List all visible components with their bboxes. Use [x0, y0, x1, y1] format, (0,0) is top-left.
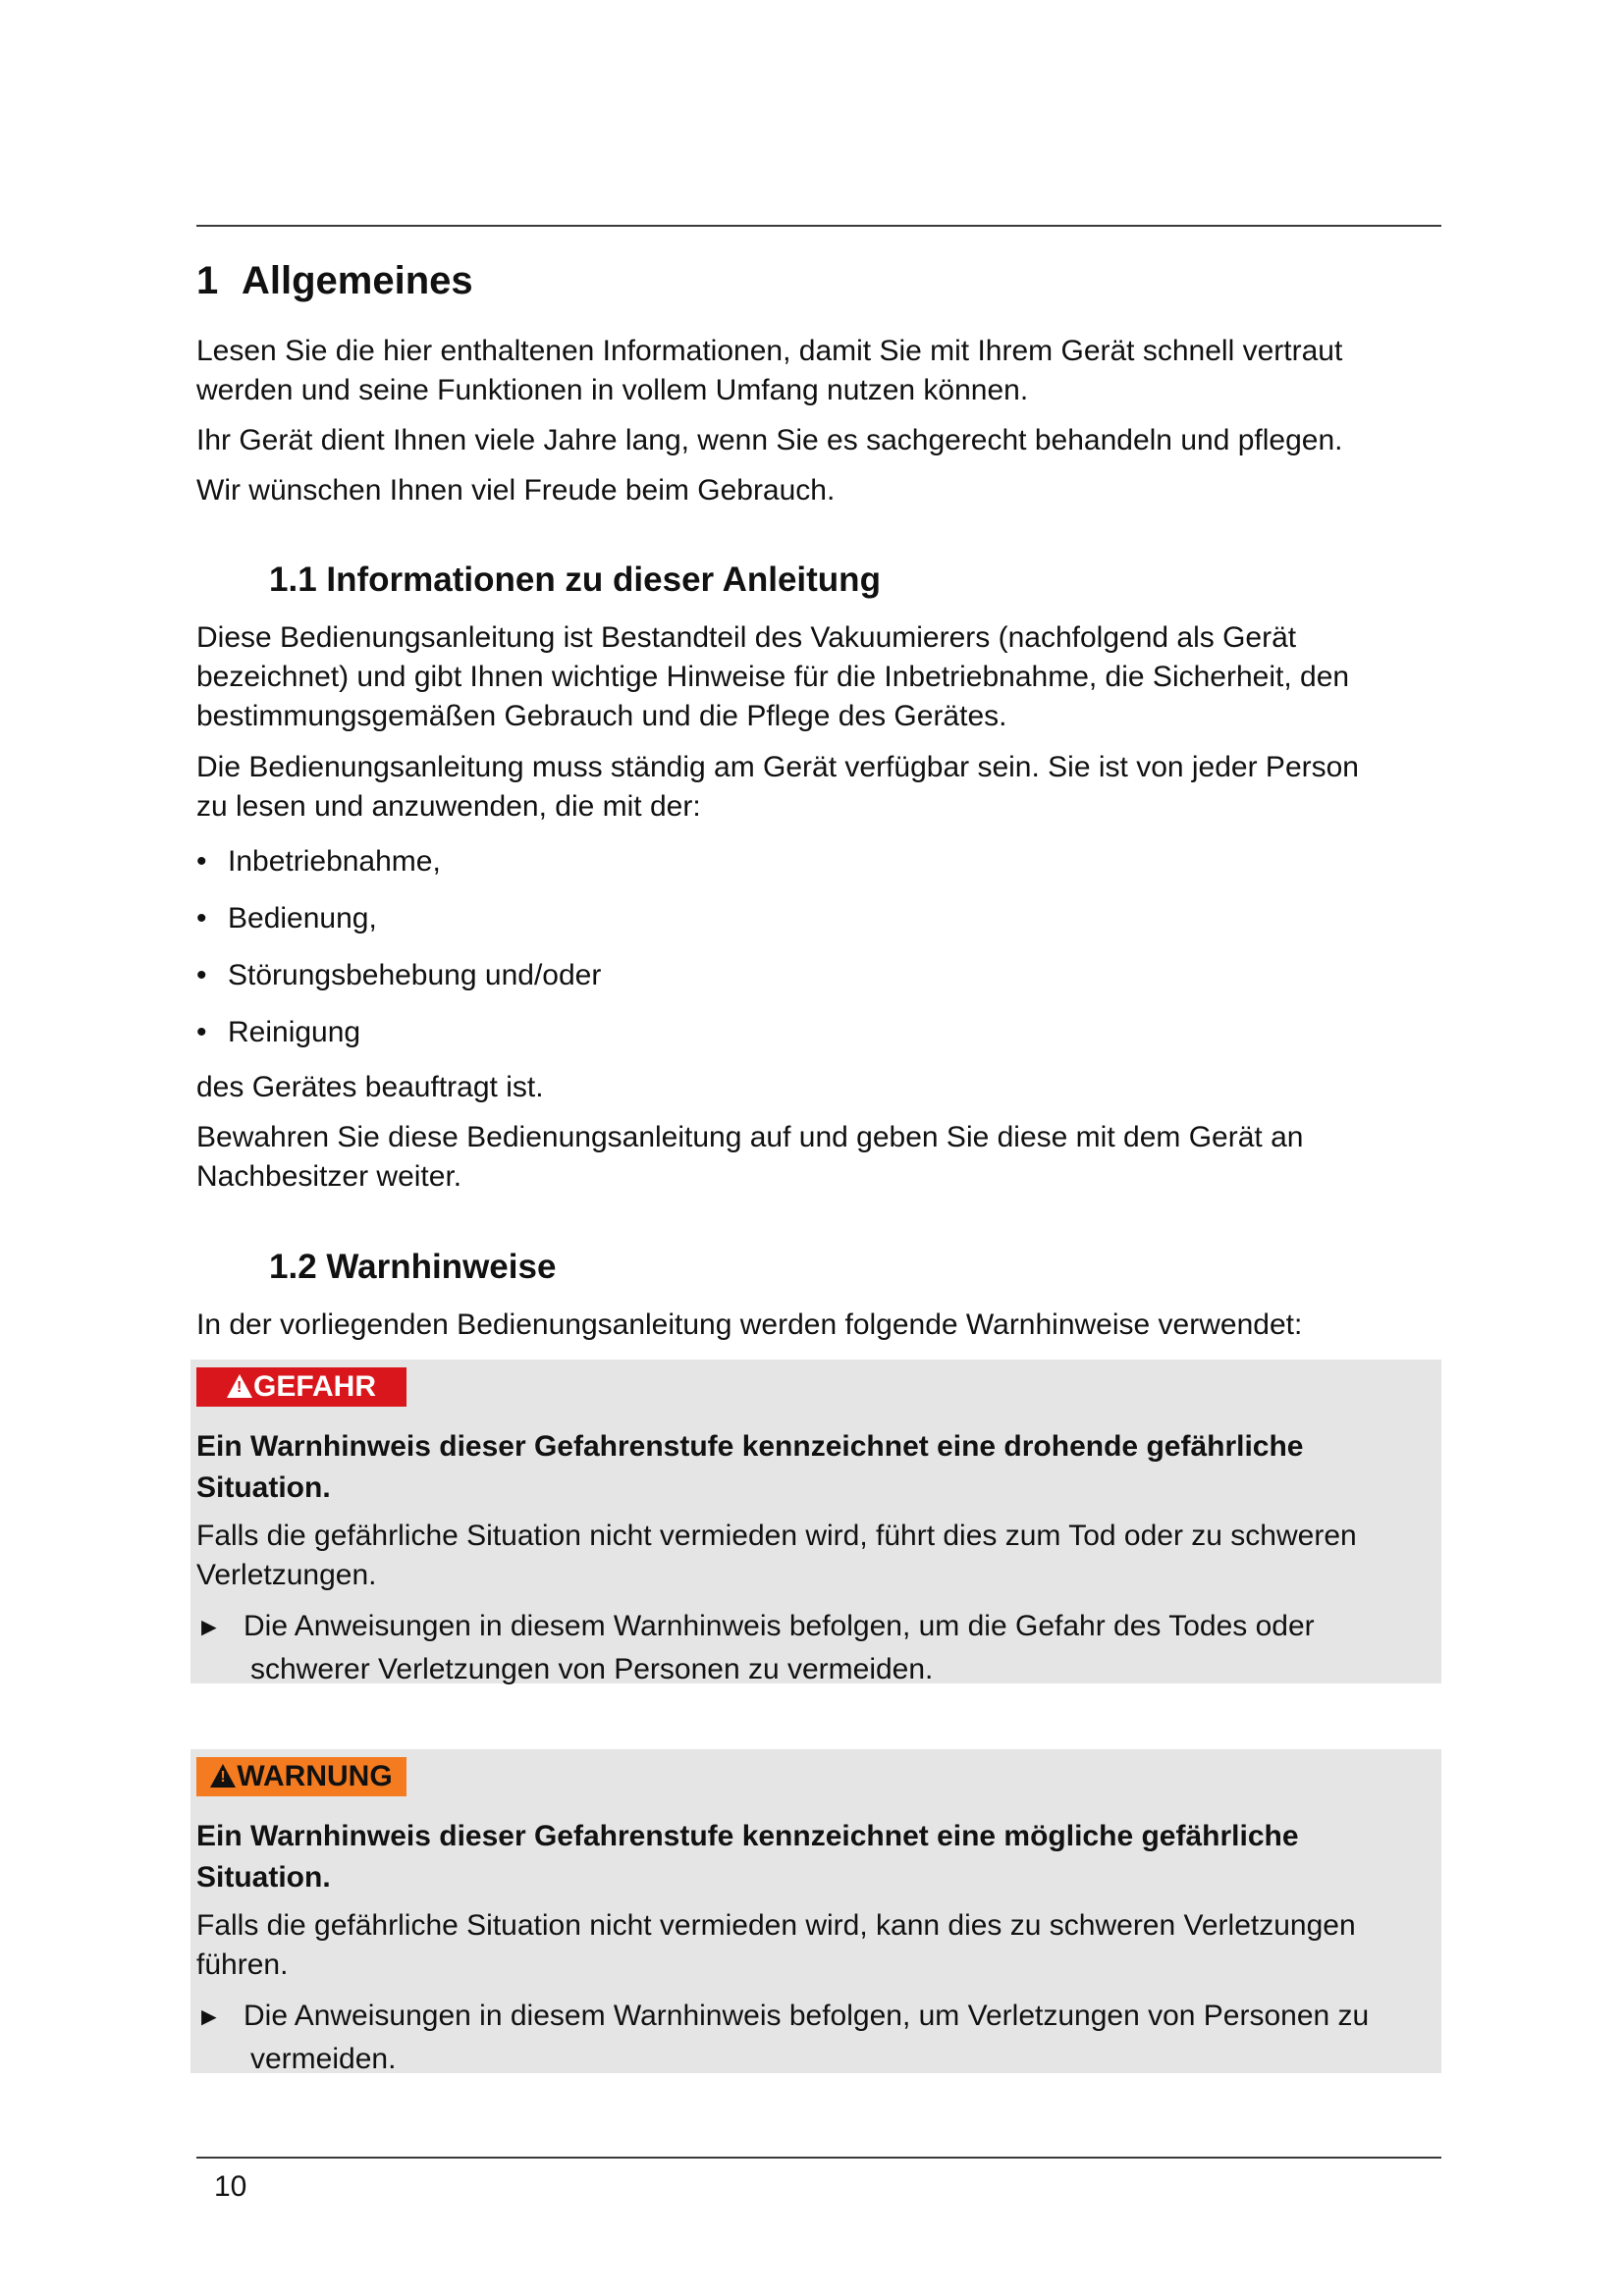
after-list-paragraph: [196, 1068, 1441, 1107]
list-item-text: Inbetriebnahme,: [228, 845, 441, 878]
closing-paragraph: [196, 1118, 1441, 1197]
section-1-heading: [196, 257, 473, 304]
list-item-text: Reinigung: [228, 1016, 361, 1048]
list-item: [196, 899, 377, 938]
paragraph-line: Bewahren Sie diese Bedienungsanleitung auf und geben Sie diese mit dem Gerät an: [196, 1121, 1304, 1153]
warning-action-line: schwerer Verletzungen von Personen zu vermeiden.: [250, 1653, 934, 1685]
paragraph-line: des Gerätes beauftragt ist.: [196, 1071, 544, 1103]
warning-text-line: Verletzungen.: [196, 1559, 377, 1591]
paragraph-line: bestimmungsgemäßen Gebrauch und die Pflege des Gerätes.: [196, 700, 1007, 732]
signal-word: GEFAHR: [252, 1370, 376, 1403]
warning-triangle-icon: !: [227, 1374, 252, 1398]
warning-action-line: Die Anweisungen in diesem Warnhinweis befolgen, um Verletzungen von Personen zu: [244, 2000, 1370, 2032]
section-number: 1: [196, 259, 219, 302]
list-item: [196, 842, 441, 881]
warning-action: [196, 1995, 1369, 2081]
section-1-2-heading: 1.2 Warnhinweise: [269, 1248, 557, 1286]
paragraph-line: Nachbesitzer weiter.: [196, 1160, 462, 1193]
warning-action-line: vermeiden.: [250, 2043, 397, 2075]
warnings-intro: [196, 1306, 1441, 1345]
paragraph-line: Ihr Gerät dient Ihnen viele Jahre lang, wenn Sie es sachgerecht behandeln und pflegen.: [196, 424, 1343, 456]
arrow-right-icon: ►: [196, 1612, 222, 1641]
warning-action-line: Die Anweisungen in diesem Warnhinweis befolgen, um die Gefahr des Todes oder: [244, 1610, 1315, 1642]
danger-warning-box: [190, 1360, 1441, 1683]
caution-warning-box: [190, 1749, 1441, 2073]
section-1-1-heading: 1.1 Informationen zu dieser Anleitung: [269, 561, 881, 599]
warning-title-line: Ein Warnhinweis dieser Gefahrenstufe kennzeichnet eine drohende gefährliche: [196, 1430, 1304, 1463]
footer-rule: [196, 2157, 1441, 2159]
bullet-icon: •: [196, 959, 207, 991]
info-paragraph-1: [196, 618, 1441, 736]
warning-text-line: Falls die gefährliche Situation nicht vermieden wird, kann dies zu schweren Verletzungen: [196, 1909, 1356, 1942]
warning-triangle-icon: !: [210, 1764, 236, 1788]
paragraph-line: Diese Bedienungsanleitung ist Bestandteil des Vakuumierers (nachfolgend als Gerät: [196, 621, 1297, 654]
page-number: 10: [214, 2170, 247, 2203]
warning-action: [196, 1605, 1315, 1691]
warning-title-line: Situation.: [196, 1861, 331, 1894]
list-item: [196, 956, 601, 995]
warning-text-line: führen.: [196, 1949, 289, 1981]
warning-title: [196, 1816, 1299, 1898]
paragraph-line: werden und seine Funktionen in vollem Umfang nutzen können.: [196, 374, 1029, 406]
warning-consequence: [196, 1517, 1357, 1595]
intro-paragraph-3: [196, 471, 1441, 510]
paragraph-line: Die Bedienungsanleitung muss ständig am Gerät verfügbar sein. Sie ist von jeder Person: [196, 751, 1359, 783]
intro-paragraph-1: [196, 332, 1441, 410]
list-item: [196, 1013, 360, 1052]
warning-title-line: Situation.: [196, 1471, 331, 1504]
arrow-right-icon: ►: [196, 2002, 222, 2031]
bullet-icon: •: [196, 845, 207, 878]
list-item-text: Bedienung,: [228, 902, 377, 934]
warning-text-line: Falls die gefährliche Situation nicht vermieden wird, führt dies zum Tod oder zu schweren: [196, 1520, 1357, 1552]
warning-signal-label: [196, 1757, 406, 1796]
header-rule: [196, 225, 1441, 227]
paragraph-line: In der vorliegenden Bedienungsanleitung werden folgende Warnhinweise verwendet:: [196, 1308, 1303, 1341]
danger-signal-label: [196, 1367, 406, 1407]
bullet-icon: •: [196, 902, 207, 934]
warning-title: [196, 1426, 1304, 1509]
warning-consequence: [196, 1906, 1356, 1985]
intro-paragraph-2: [196, 421, 1441, 460]
paragraph-line: Lesen Sie die hier enthaltenen Informationen, damit Sie mit Ihrem Gerät schnell vertraut: [196, 335, 1343, 367]
info-paragraph-2: [196, 748, 1441, 827]
bullet-icon: •: [196, 1016, 207, 1048]
paragraph-line: Wir wünschen Ihnen viel Freude beim Gebrauch.: [196, 474, 836, 507]
warning-title-line: Ein Warnhinweis dieser Gefahrenstufe kennzeichnet eine mögliche gefährliche: [196, 1820, 1299, 1852]
list-item-text: Störungsbehebung und/oder: [228, 959, 602, 991]
section-title: Allgemeines: [242, 259, 473, 302]
paragraph-line: bezeichnet) und gibt Ihnen wichtige Hinweise für die Inbetriebnahme, die Sicherheit, den: [196, 661, 1350, 693]
paragraph-line: zu lesen und anzuwenden, die mit der:: [196, 790, 701, 823]
signal-word: WARNUNG: [237, 1760, 393, 1792]
